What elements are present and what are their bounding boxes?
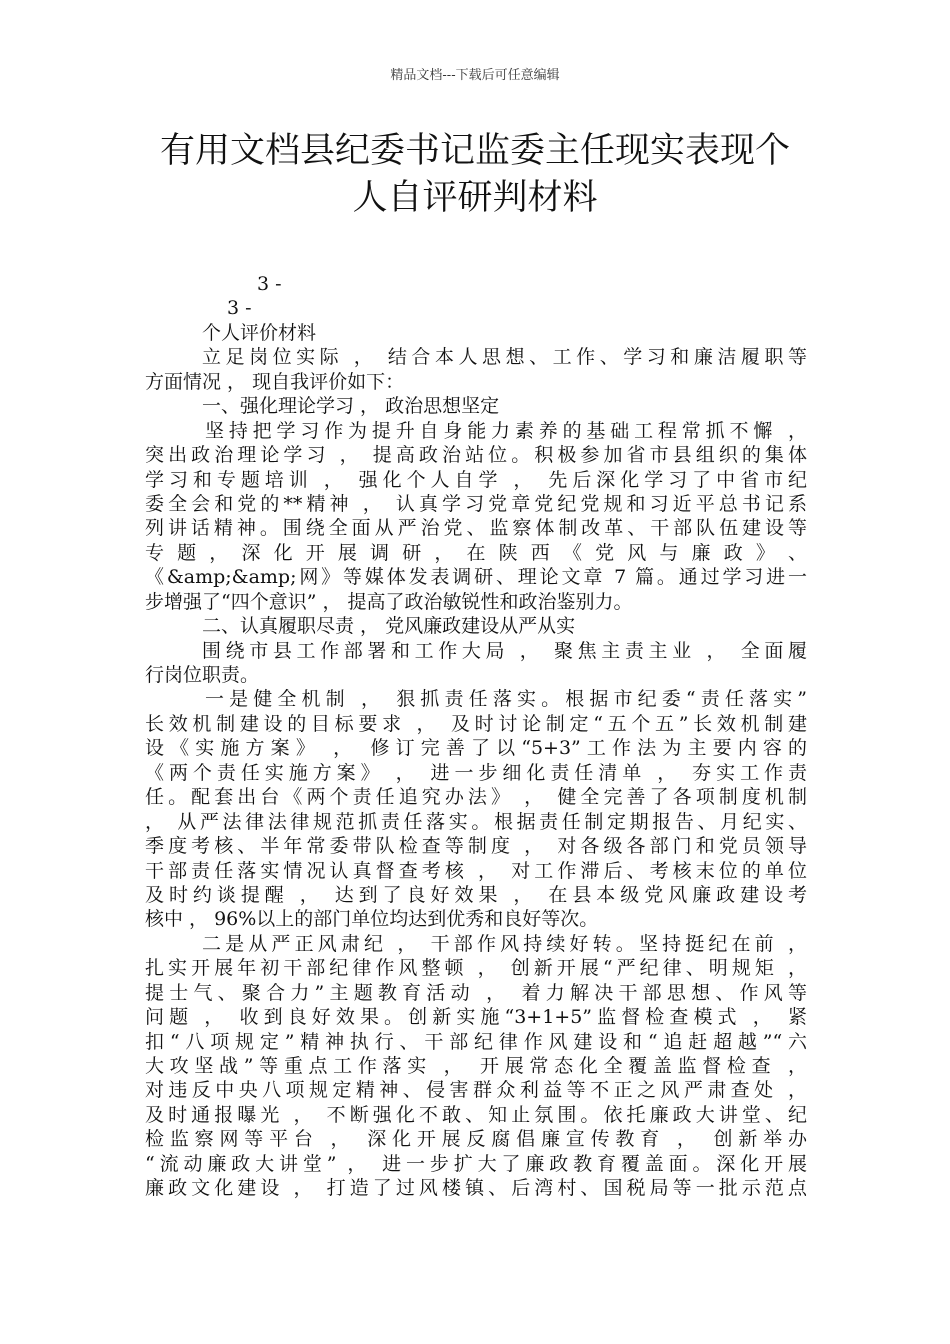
text-line: 对违反中央八项规定精神、侵害群众利益等不正之风严肃查处 ， [145, 1079, 807, 1102]
text-line: 核中 ， 96%以上的部门单位均达到优秀和良好等次。 [145, 908, 599, 931]
text-line: 二、认真履职尽责 ， 党风廉政建设从严从实 [202, 615, 576, 638]
text-line: 任。配套出台《两个责任追究办法》 ， 健全完善了各项制度机制 [145, 786, 807, 809]
document-title [0, 128, 950, 222]
text-line: 围绕市县工作部署和工作大局 ， 聚焦主责主业 ， 全面履 [202, 639, 807, 662]
text-line: 坚持把学习作为提升自身能力素养的基础工程常抓不懈 ， [205, 419, 807, 442]
text-line: 检监察网等平台 ， 深化开展反腐倡廉宣传教育 ， 创新举办 [145, 1128, 807, 1151]
text-line: ， 从严法律法律规范抓责任落实。根据责任制定期报告、月纪实、 [145, 810, 807, 833]
text-line: 大攻坚战”等重点工作落实 ， 开展常态化全覆盖监督检查 ， [145, 1055, 807, 1077]
text-line: 《两个责任实施方案》 ， 进一步细化责任清单 ， 夯实工作责 [145, 761, 807, 784]
text-line: 干部责任落实情况认真督查考核 ， 对工作滞后、考核末位的单位 [145, 859, 807, 882]
text-line: 3 - [257, 273, 282, 295]
text-line: 列讲话精神。围绕全面从严治党、监察体制改革、干部队伍建设等 [145, 517, 807, 540]
text-line: 扎实开展年初干部纪律作风整顿 ， 创新开展“严纪律、明规矩 ， [145, 957, 807, 980]
title-line-2: 人自评研判材料 [352, 178, 598, 218]
text-line: 季度考核、半年常委带队检查等制度 ， 对各级各部门和党员领导 [145, 835, 807, 858]
text-line: 委全会和党的**精神 ， 认真学习党章党纪党规和习近平总书记系 [145, 492, 807, 515]
text-line: 长效机制建设的目标要求 ， 及时讨论制定“五个五”长效机制建 [145, 712, 807, 735]
text-line: 行岗位职责。 [145, 664, 260, 686]
text-line: 方面情况 ， 现自我评价如下： [145, 370, 405, 393]
text-line: 专 题 ， 深 化 开 展 调 研 ， 在 陕 西 《 党 风 与 廉 政 》 、 [145, 541, 807, 564]
text-line: 一、强化理论学习 ， 政治思想坚定 [202, 395, 500, 418]
document-body [145, 272, 807, 1201]
text-line: 3 - [227, 297, 252, 320]
text-line: 提士气、聚合力”主题教育活动 ， 着力解决干部思想、作风等 [145, 981, 807, 1004]
text-line: 步增强了“四个意识” ， 提高了政治敏锐性和政治鉴别力。 [145, 590, 633, 613]
text-line: 问题 ， 收到良好效果。创新实施“3+1+5”监督检查模式 ， 紧 [145, 1006, 807, 1029]
text-line: “流动廉政大讲堂” ， 进一步扩大了廉政教育覆盖面。深化开展 [145, 1152, 807, 1175]
title-line-1: 有用文档县纪委书记监委主任现实表现个 [159, 131, 790, 171]
text-line: 突出政治理论学习 ， 提高政治站位。积极参加省市县组织的集体 [145, 444, 807, 467]
text-line: 立足岗位实际 ， 结合本人思想、工作、学习和廉洁履职等 [202, 346, 807, 369]
text-line: 廉政文化建设 ， 打造了过风楼镇、后湾村、国税局等一批示范点 [145, 1177, 807, 1200]
text-line: 一是健全机制 ， 狠抓责任落实。根据市纪委“责任落实” [205, 688, 807, 711]
text-line: 学习和专题培训 ， 强化个人自学 ， 先后深化学习了中省市纪 [145, 468, 807, 491]
text-line: 二是从严正风肃纪 ， 干部作风持续好转。坚持挺纪在前 ， [202, 932, 807, 955]
text-line: 《&amp;&amp;网》等媒体发表调研、理论文章 7 篇。通过学习进一 [145, 566, 807, 589]
text-line: 及时约谈提醒 ， 达到了良好效果 ， 在县本级党风廉政建设考 [145, 883, 807, 906]
text-line: 扣“八项规定”精神执行、干部纪律作风建设和“追赶超越”“六 [145, 1030, 807, 1053]
text-line: 个人评价材料 [202, 321, 317, 344]
text-line: 及时通报曝光 ， 不断强化不敢、知止氛围。依托廉政大讲堂、纪 [145, 1103, 807, 1126]
text-line: 设《实施方案》 ， 修订完善了以“5+3”工作法为主要内容的 [145, 737, 807, 760]
page-header: 精品文档---下载后可任意编辑 [390, 68, 560, 83]
